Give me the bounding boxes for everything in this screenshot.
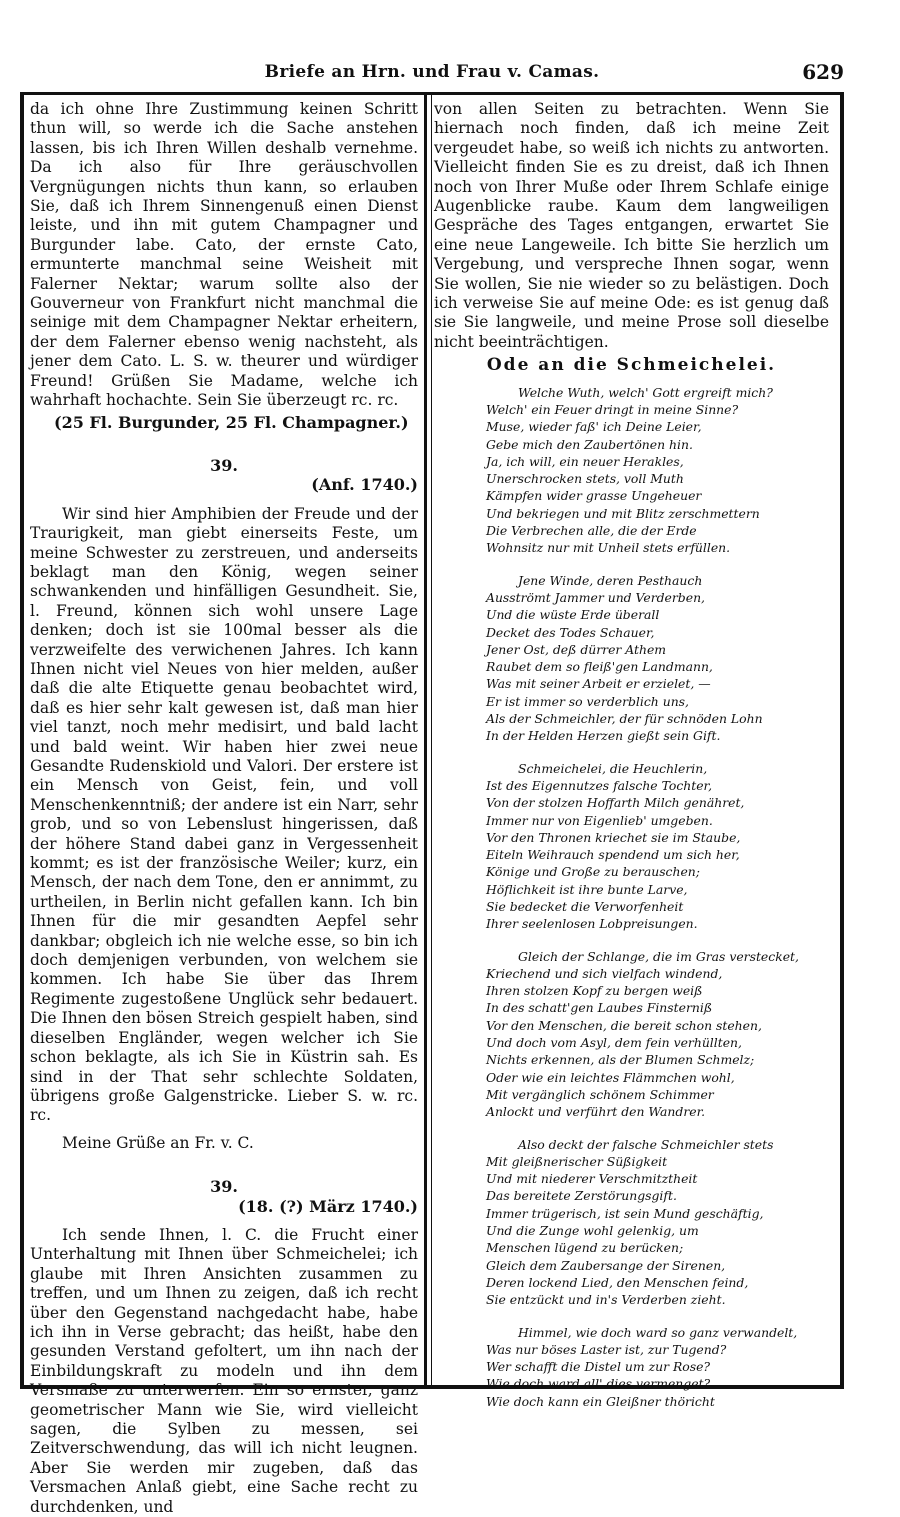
- right-column: [434, 100, 829, 1425]
- verse-line: Gleich der Schlange, die im Gras verstecket,: [518, 948, 799, 964]
- verse-line: Ihrer seelenlosen Lobpreisungen.: [486, 916, 698, 932]
- column-rule-thin: [431, 92, 432, 1386]
- ode-stanza: [434, 1136, 829, 1309]
- verse-line: Immer trügerisch, ist sein Mund geschäftig,: [486, 1205, 764, 1221]
- verse-line: Vor den Menschen, die bereit schon stehen,: [486, 1017, 762, 1033]
- verse-line: Wie doch ward all' dies vermenget?: [486, 1376, 711, 1392]
- verse-line: Und bekriegen und mit Blitz zerschmettern: [486, 505, 760, 521]
- letter-number: 39.: [210, 1177, 238, 1197]
- left-column: [30, 100, 418, 1517]
- verse-line: Jener Ost, deß dürrer Athem: [486, 641, 667, 657]
- letter-greeting: Meine Grüße an Fr. v. C.: [62, 1133, 254, 1152]
- verse-line: Von der stolzen Hoffarth Milch genähret,: [486, 795, 745, 811]
- verse-line: Decket des Todes Schauer,: [486, 624, 655, 640]
- ode-title: Ode an die Schmeichelei.: [486, 355, 777, 376]
- intro-paragraph: da ich ohne Ihre Zustimmung keinen Schritt thun will, so werde ich die Sache anstehen lassen, bis ich Ihren Willen deshalb vernehme. Da ich also für Ihre geräuschvollen Vergnügungen nichts thun kann, so erlauben Sie, daß ich Ihrem Sinnengenuß einen Dienst leiste, und ihn mit gutem Champagner und Burgunder labe. Cato, der ernste Cato, ermunterte manchmal seine Weisheit mit Falerner Nektar; warum sollte also der Gouverneur von Frankfurt nicht manchmal die seinige mit dem Champagner Nektar erheitern, der dem Falerner ebenso wenig nachsteht, als jener dem Cato. L. S. w. theurer und würdiger Freund! Grüßen Sie Madame, welche ich wahrhaft hochachte. Sein Sie überzeugt rc. rc.: [30, 100, 418, 410]
- verse-line: Höflichkeit ist ihre bunte Larve,: [486, 881, 688, 897]
- verse-line: Sie bedecket die Verworfenheit: [486, 899, 684, 914]
- verse-line: Menschen lügend zu berücken;: [486, 1240, 684, 1256]
- verse-line: Vor den Thronen kriechet sie im Staube,: [486, 829, 741, 845]
- verse-line: Und mit niederer Verschmitztheit: [486, 1171, 698, 1187]
- verse-line: Die Verbrechen alle, die der Erde: [486, 523, 697, 539]
- verse-line: Mit vergänglich schönem Schimmer: [486, 1086, 714, 1102]
- verse-line: Muse, wieder faß' ich Deine Leier,: [486, 419, 702, 435]
- verse-line: Wie doch kann ein Gleißner thöricht: [486, 1393, 715, 1409]
- verse-line: Gleich dem Zaubersange der Sirenen,: [486, 1257, 726, 1273]
- page-header: [20, 60, 844, 88]
- verse-line: Wer schafft die Distel um zur Rose?: [486, 1359, 711, 1375]
- verse-line: Mit gleißnerischer Süßigkeit: [486, 1153, 668, 1169]
- verse-line: Welch' ein Feuer dringt in meine Sinne?: [486, 401, 739, 417]
- verse-line: Welche Wuth, welch' Gott ergreift mich?: [518, 384, 773, 400]
- verse-line: In der Helden Herzen gießt sein Gift.: [486, 728, 721, 744]
- verse-line: Immer nur von Eigenlieb' umgeben.: [486, 812, 713, 828]
- verse-line: Jene Winde, deren Pesthauch: [518, 572, 703, 588]
- verse-line: Könige und Große zu berauschen;: [486, 864, 700, 880]
- verse-line: Nichts erkennen, als der Blumen Schmelz;: [486, 1052, 755, 1068]
- price-note: (25 Fl. Burgunder, 25 Fl. Champagner.): [54, 412, 409, 432]
- ode-stanza: [434, 760, 829, 933]
- verse-line: Gebe mich den Zaubertönen hin.: [486, 436, 693, 452]
- verse-line: Oder wie ein leichtes Flämmchen wohl,: [486, 1069, 735, 1085]
- verse-line: Deren lockend Lied, den Menschen feind,: [486, 1274, 749, 1290]
- ode-stanza: [434, 572, 829, 745]
- letter-number: 39.: [210, 455, 238, 475]
- letter-body: Ich sende Ihnen, l. C. die Frucht einer Unterhaltung mit Ihnen über Schmeichelei; ich glaube mit Ihren Ansichten zusammen zu treffen, und um Ihnen zu zeigen, daß ich recht über den Gegenstand nachgedacht habe, habe ich ihn in Verse gebracht; das heißt, habe den gesunden Verstand gefoltert, um ihn nach der Einbildungskraft zu modeln und ihn dem Versmaße zu unterwerfen. Ein so ernster, ganz geometrischer Mann wie Sie, wird vielleicht sagen, die Sylben zu messen, sei Zeitverschwendung, das will ich nicht leugnen. Aber Sie werden mir zugeben, daß das Versmachen Anlaß giebt, eine Sache recht zu durchdenken, und: [30, 1225, 418, 1516]
- verse-line: Und die Zunge wohl gelenkig, um: [486, 1223, 699, 1239]
- ode-stanza: [434, 384, 829, 557]
- verse-line: Was nur böses Laster ist, zur Tugend?: [486, 1341, 727, 1357]
- verse-line: Kriechend und sich vielfach windend,: [486, 965, 723, 981]
- verse-line: Er ist immer so verderblich uns,: [486, 693, 689, 709]
- letter-body: Wir sind hier Amphibien der Freude und der Traurigkeit, man giebt einerseits Feste, um meine Schwester zu zerstreuen, und anderseits beklagt man den König, wegen seiner schwankenden und hinfälligen Gesundheit. Sie, l. Freund, können sich wohl unsere Lage denken; doch ist sie 100mal besser als die verzweifelte des verwichenen Jahres. Ich kann Ihnen nicht viel Neues von hier melden, außer daß die alte Etiquette genau beobachtet wird, daß es hier sehr kalt gewesen ist, daß man hier viel tanzt, noch mehr medisirt, und bald lacht und bald weint. Wir haben hier zwei neue Gesandte Rudenskiold und Valori. Der erstere ist ein Mensch von Geist, fein, und voll Menschenkenntniß; der andere ist ein Narr, sehr grob, und so von Lebenslust hingerissen, daß der höhere Stand dabei ganz in Vergessenheit kommt; es ist der französische Weiler; kurz, ein Mensch, der nach dem Tone, den er annimmt, zu urtheilen, in Berlin nicht gefallen kann. Ich bin Ihnen für die mir gesandten Aepfel sehr dankbar; obgleich ich nie welche esse, so bin ich doch demjenigen verbunden, von welchem sie kommen. Ich habe Sie über das Ihrem Regimente zugestoßene Unglück sehr bedauert. Die Ihnen den bösen Streich gespielt haben, sind dieselben Engländer, wegen welcher ich Sie schon beklagte, als ich Sie in Küstrin sah. Es sind in der That sehr schlechte Soldaten, übrigens große Galgenstricke. Lieber S. w. rc. rc.: [30, 504, 418, 1125]
- verse-line: Und doch vom Asyl, dem fein verhüllten,: [486, 1035, 742, 1051]
- verse-line: Schmeichelei, die Heuchlerin,: [518, 760, 708, 776]
- verse-line: Wohnsitz nur mit Unheil stets erfüllen.: [486, 540, 731, 556]
- running-title: Briefe an Hrn. und Frau v. Camas.: [264, 62, 600, 82]
- verse-line: In des schatt'gen Laubes Finsterniß: [486, 1000, 713, 1016]
- verse-line: Anlockt und verführt den Wandrer.: [486, 1104, 706, 1120]
- letter-date: (Anf. 1740.): [311, 475, 418, 495]
- verse-line: Ausströmt Jammer und Verderben,: [486, 589, 705, 605]
- verse-line: Raubet dem so fleiß'gen Landmann,: [486, 659, 713, 675]
- continuation-paragraph: von allen Seiten zu betrachten. Wenn Sie hiernach noch finden, daß ich meine Zeit vergeudet habe, so weiß ich nichts zu antworten. Vielleicht finden Sie es zu dreist, daß ich Ihnen noch von Ihrer Muße oder Ihrem Schlafe einige Augenblicke raube. Kaum dem langweiligen Gespräche des Tages entgangen, erwartet Sie eine neue Langeweile. Ich bitte Sie herzlich um Vergebung, und verspreche Ihnen sogar, wenn Sie wollen, Sie nie wieder so zu belästigen. Doch ich verweise Sie auf meine Ode: es ist genug daß sie Sie langweile, und meine Prose soll dieselbe nicht beeinträchtigen.: [434, 100, 829, 351]
- page-number: 629: [802, 60, 844, 84]
- ode-stanza: [434, 1324, 829, 1410]
- verse-line: Ihren stolzen Kopf zu bergen weiß: [486, 983, 703, 999]
- verse-line: Kämpfen wider grasse Ungeheuer: [486, 488, 702, 504]
- ode-stanzas: [434, 384, 829, 1410]
- verse-line: Also deckt der falsche Schmeichler stets: [518, 1136, 774, 1152]
- verse-line: Sie entzückt und in's Verderben zieht.: [486, 1292, 726, 1308]
- verse-line: Was mit seiner Arbeit er erzielet, —: [486, 676, 711, 692]
- verse-line: Eiteln Weihrauch spendend um sich her,: [486, 847, 740, 863]
- verse-line: Unerschrocken stets, voll Muth: [486, 471, 684, 487]
- verse-line: Ist des Eigennutzes falsche Tochter,: [486, 777, 713, 793]
- ode-stanza: [434, 948, 829, 1121]
- verse-line: Und die wüste Erde überall: [486, 607, 660, 623]
- verse-line: Himmel, wie doch ward so ganz verwandelt,: [518, 1324, 798, 1340]
- column-rule: [424, 92, 427, 1386]
- verse-line: Ja, ich will, ein neuer Herakles,: [486, 453, 684, 469]
- letter-date: (18. (?) März 1740.): [238, 1196, 418, 1216]
- verse-line: Als der Schmeichler, der für schnöden Lohn: [486, 711, 763, 727]
- verse-line: Das bereitete Zerstörungsgift.: [486, 1188, 677, 1204]
